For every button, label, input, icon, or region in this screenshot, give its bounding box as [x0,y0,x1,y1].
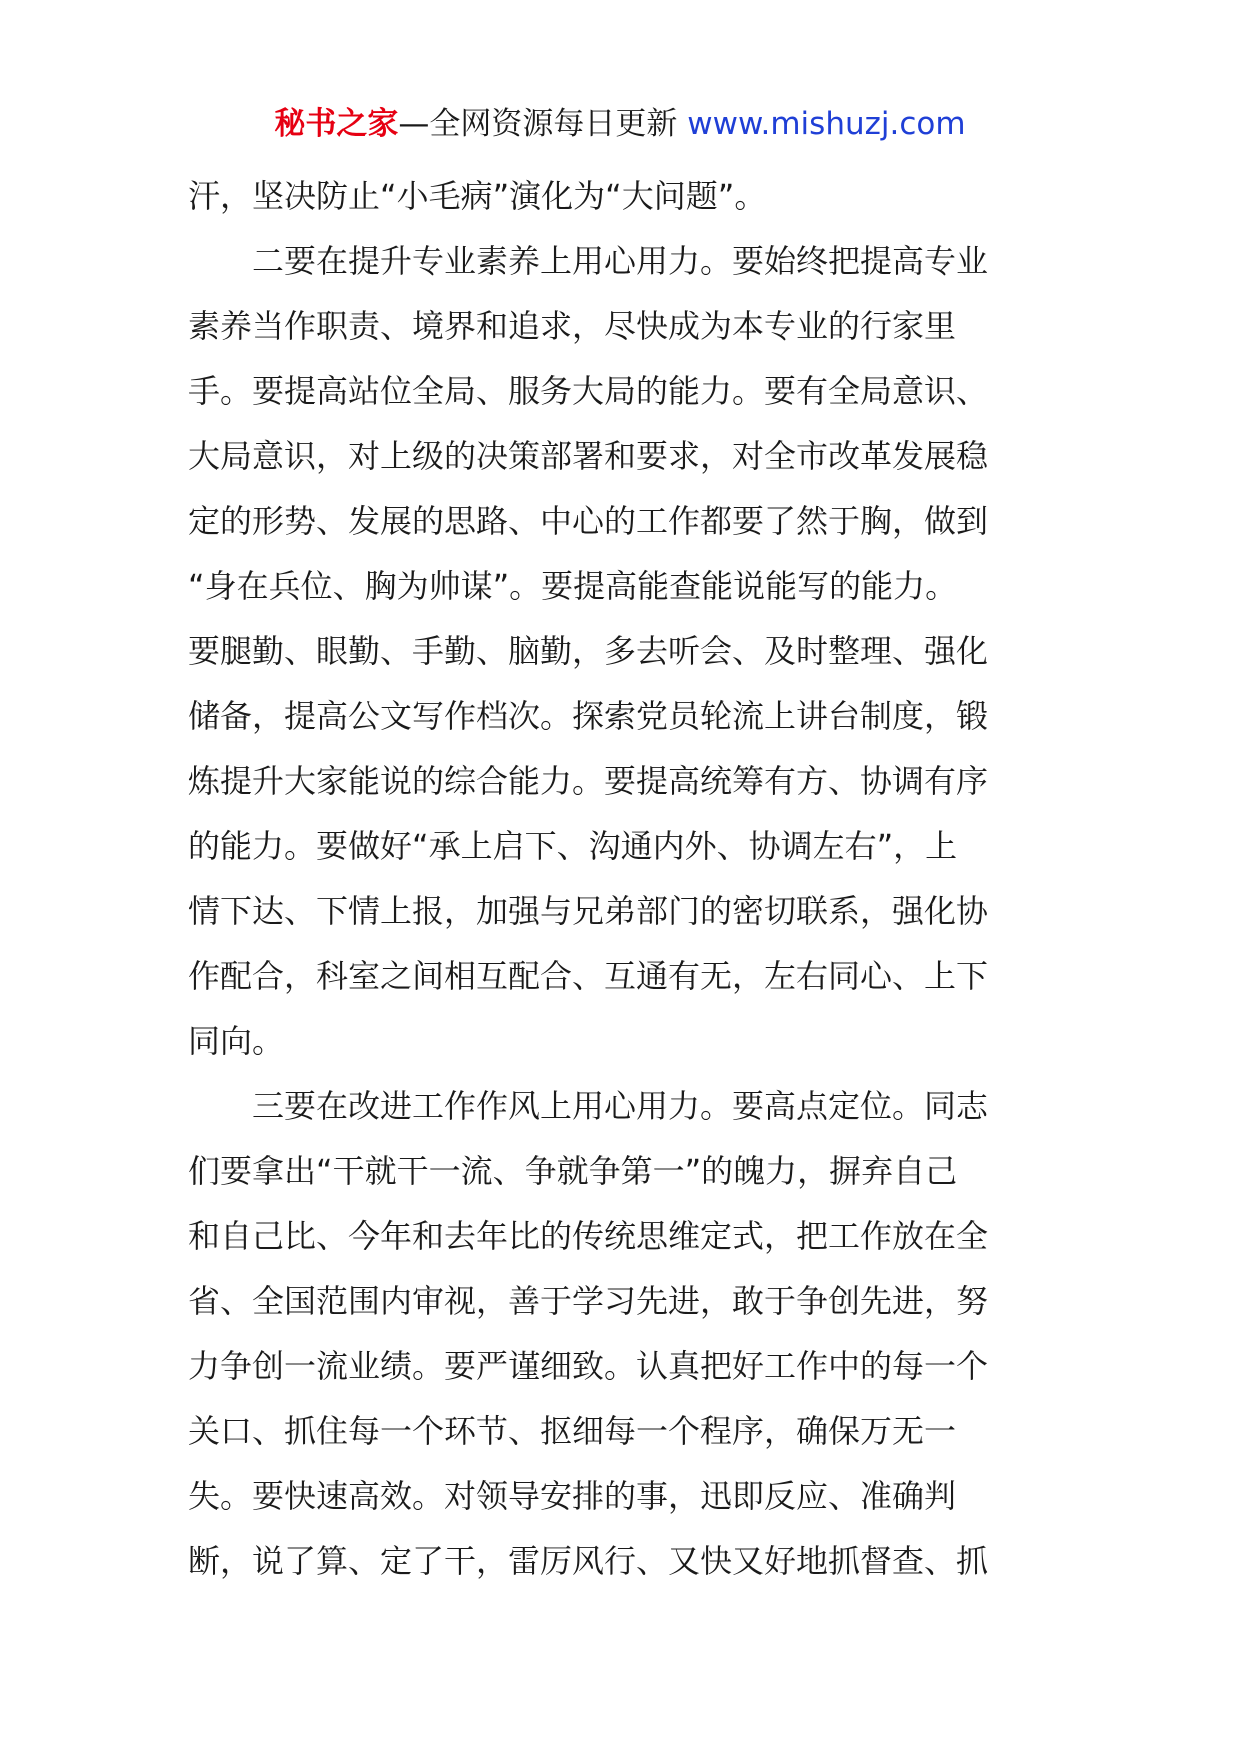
site-watermark-header [0,104,1240,144]
text-line: 的能力。要做好“承上启下、沟通内外、协调左右”，上 [188,827,958,865]
text-line: 储备，提高公文写作档次。探索党员轮流上讲台制度，锻 [188,697,989,735]
brand-url: www.mishuzj.com [687,106,966,142]
text-line: 断，说了算、定了干，雷厉风行、又快又好地抓督查、抓 [188,1542,989,1580]
text-line: 和自己比、今年和去年比的传统思维定式，把工作放在全 [188,1217,989,1255]
text-line: “身在兵位、胸为帅谋”。要提高能查能说能写的能力。 [188,567,958,605]
text-line: 省、全国范围内审视，善于学习先进，敢于争创先进，努 [188,1282,989,1320]
brand-name: 秘书之家 [274,106,399,142]
text-line: 作配合，科室之间相互配合、互通有无，左右同心、上下 [188,957,989,995]
text-line: 情下达、下情上报，加强与兄弟部门的密切联系，强化协 [188,892,989,930]
text-line: 汗，坚决防止“小毛病”演化为“大问题”。 [188,177,767,215]
text-line: 同向。 [188,1022,285,1060]
text-line: 定的形势、发展的思路、中心的工作都要了然于胸，做到 [188,502,989,540]
text-line: 失。要快速高效。对领导安排的事，迅即反应、准确判 [188,1477,957,1515]
paragraph-start-line: 二要在提升专业素养上用心用力。要始终把提高专业 [252,242,989,280]
text-line: 关口、抓住每一个环节、抠细每一个程序，确保万无一 [188,1412,957,1450]
text-line: 手。要提高站位全局、服务大局的能力。要有全局意识、 [188,372,989,410]
text-line: 们要拿出“干就干一流、争就争第一”的魄力，摒弃自己 [188,1152,958,1190]
text-line: 要腿勤、眼勤、手勤、脑勤，多去听会、及时整理、强化 [188,632,989,670]
document-body [188,164,1060,1594]
text-line: 素养当作职责、境界和追求，尽快成为本专业的行家里 [188,307,957,345]
brand-tagline: —全网资源每日更新 [398,106,688,142]
paragraph-start-line: 三要在改进工作作风上用心用力。要高点定位。同志 [252,1087,989,1125]
text-line: 大局意识，对上级的决策部署和要求，对全市改革发展稳 [188,437,989,475]
text-line: 炼提升大家能说的综合能力。要提高统筹有方、协调有序 [188,762,989,800]
text-line: 力争创一流业绩。要严谨细致。认真把好工作中的每一个 [188,1347,989,1385]
